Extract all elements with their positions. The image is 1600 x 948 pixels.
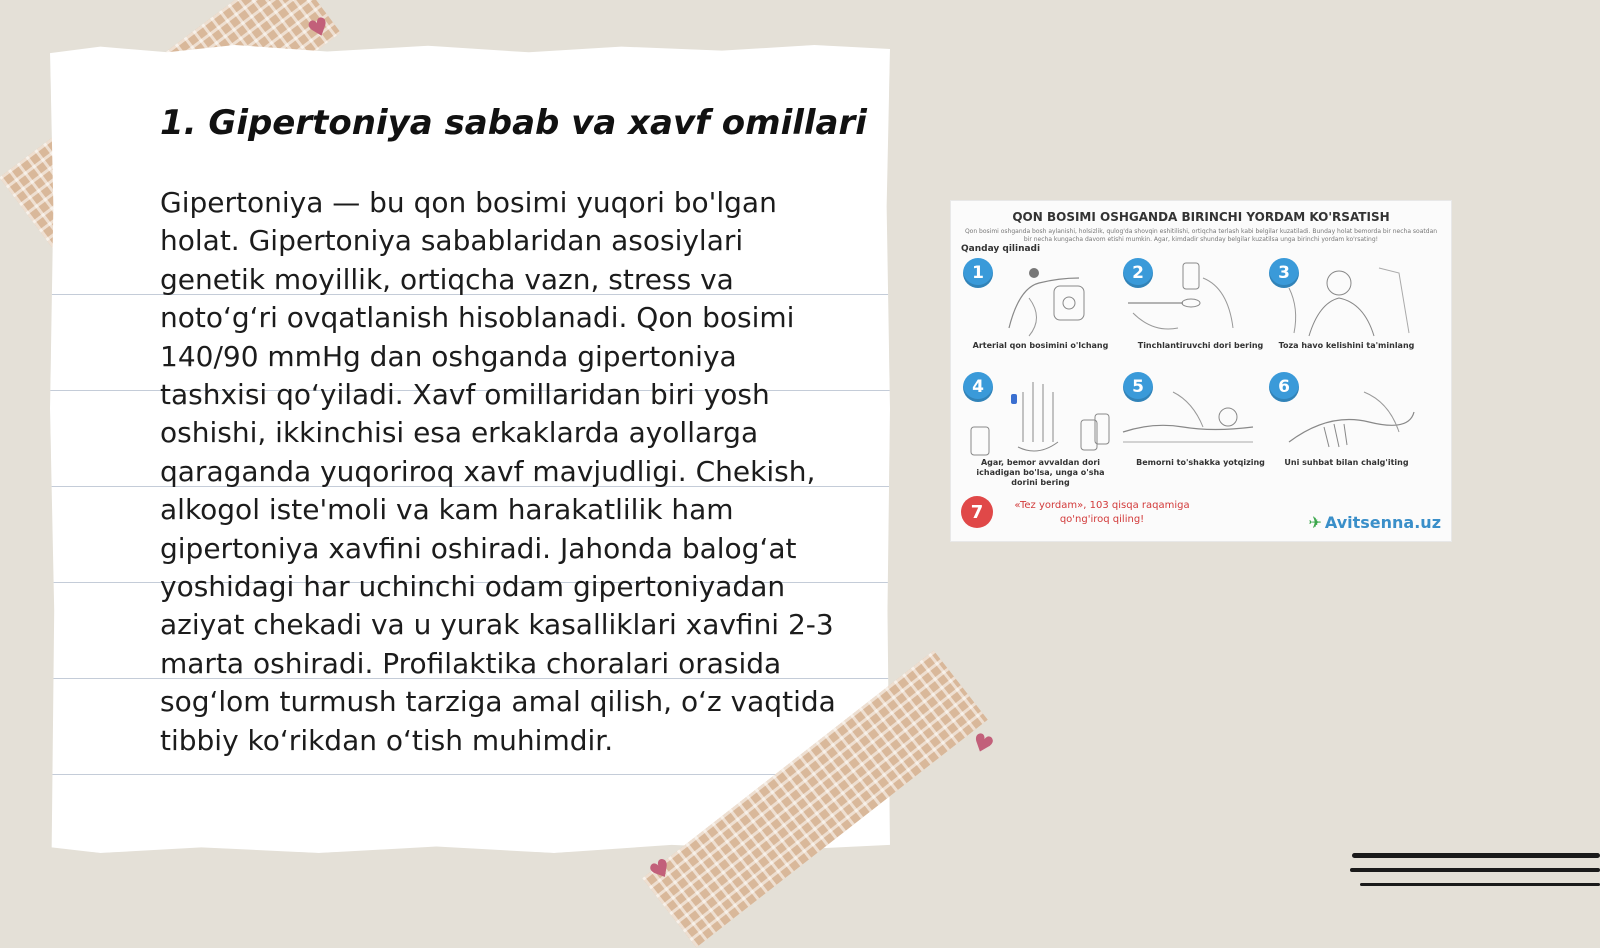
- brand-name: Avitsenna.uz: [1324, 513, 1441, 532]
- emergency-line-2: qo'ng'iroq qiling!: [1059, 514, 1145, 525]
- heart-icon: ♥: [967, 727, 998, 761]
- emergency-call-text: [1007, 499, 1197, 527]
- step-number-badge: 4: [963, 372, 993, 402]
- brush-stroke-decoration: [1352, 853, 1600, 858]
- step-number-badge: 1: [963, 258, 993, 288]
- step-caption: Toza havo kelishini ta'minlang: [1278, 341, 1415, 350]
- poster-step-4: [963, 372, 1113, 494]
- brush-stroke-decoration: [1360, 883, 1600, 886]
- runner-icon: ✈: [1308, 513, 1322, 532]
- talking-hands-illustration: [1269, 372, 1419, 452]
- poster-step-5: [1123, 372, 1273, 494]
- poster-step-2: [1123, 258, 1273, 380]
- poster-how-label: Qanday qilinadi: [961, 244, 1041, 254]
- step-number-badge: 2: [1123, 258, 1153, 288]
- emergency-line-1: «Tez yordam», 103 qisqa raqamiga: [1014, 500, 1190, 511]
- poster-step-3: [1269, 258, 1419, 380]
- heart-icon: ♥: [303, 11, 334, 45]
- step-caption: Agar, bemor avvaldan dori ichadigan bo'lsa, unga o'sha dorini bering: [976, 458, 1105, 487]
- fresh-air-illustration: [1269, 258, 1419, 338]
- blood-pressure-illustration: [999, 258, 1109, 338]
- lying-patient-illustration: [1113, 372, 1263, 452]
- brand-logo: [1308, 513, 1441, 532]
- slide-body-text: Gipertoniya — bu qon bosimi yuqori bo'lgan holat. Gipertoniya sabablaridan asosiylari genetik moyillik, ortiqcha vazn, stress va noto‘g‘ri ovqatlanish hisoblanadi. Qon bosimi 140/90 mmHg dan oshganda gipertoniya tashxisi qo‘yiladi. Xavf omillaridan biri yosh oshishi, ikkinchisi esa erkaklarda ayollarga qaraganda yuqoriroq xavf mavjudligi. Chekish, alkogol iste'moli va kam harakatlilik ham gipertoniya xavfini oshiradi. Jahonda balog‘at yoshidagi har uchinchi odam gipertoniyadan aziyat chekadi va u yurak kasalliklari xavfini 2-3 marta oshiradi. Profilaktika choralari orasida sog‘lom turmush tarziga amal qilish, o‘z vaqtida tibbiy ko‘rikdan o‘tish muhimdir.: [160, 186, 836, 757]
- step-caption: Uni suhbat bilan chalg'iting: [1284, 458, 1409, 467]
- slide-title: 1. Gipertoniya sabab va xavf omillari: [160, 103, 867, 143]
- step-number-badge: 6: [1269, 372, 1299, 402]
- hand-pill-illustration: [963, 372, 1113, 457]
- poster-subtitle: Qon bosimi oshganda bosh aylanishi, holsizlik, qulog'da shovqin eshitilishi, ortiqcha terlash kabi belgilar kuzatiladi. Bunday holat bemorda bir necha soatdan bir necha kungacha davom etishi mumkin. Agar, kimdadir shunday belgilar kuzatilsa unga birinchi yordam ko'rsating!: [964, 228, 1438, 243]
- step-caption: Arterial qon bosimini o'lchang: [972, 341, 1109, 350]
- poster-step-6: [1269, 372, 1419, 494]
- poster-title: QON BOSIMI OSHGANDA BIRINCHI YORDAM KO'RSATISH: [1012, 210, 1390, 224]
- step-caption: Bemorni to'shakka yotqizing: [1136, 458, 1265, 467]
- step-caption: Tinchlantiruvchi dori bering: [1137, 341, 1264, 350]
- paper-rule-line: [50, 774, 890, 775]
- emergency-number-badge: 7: [961, 496, 993, 528]
- first-aid-poster: [950, 200, 1452, 542]
- brush-stroke-decoration: [1350, 868, 1600, 872]
- step-number-badge: 5: [1123, 372, 1153, 402]
- heart-icon: ♥: [644, 852, 678, 888]
- poster-step-1: [963, 258, 1113, 380]
- medicine-spoon-illustration: [1123, 258, 1238, 338]
- step-number-badge: 3: [1269, 258, 1299, 288]
